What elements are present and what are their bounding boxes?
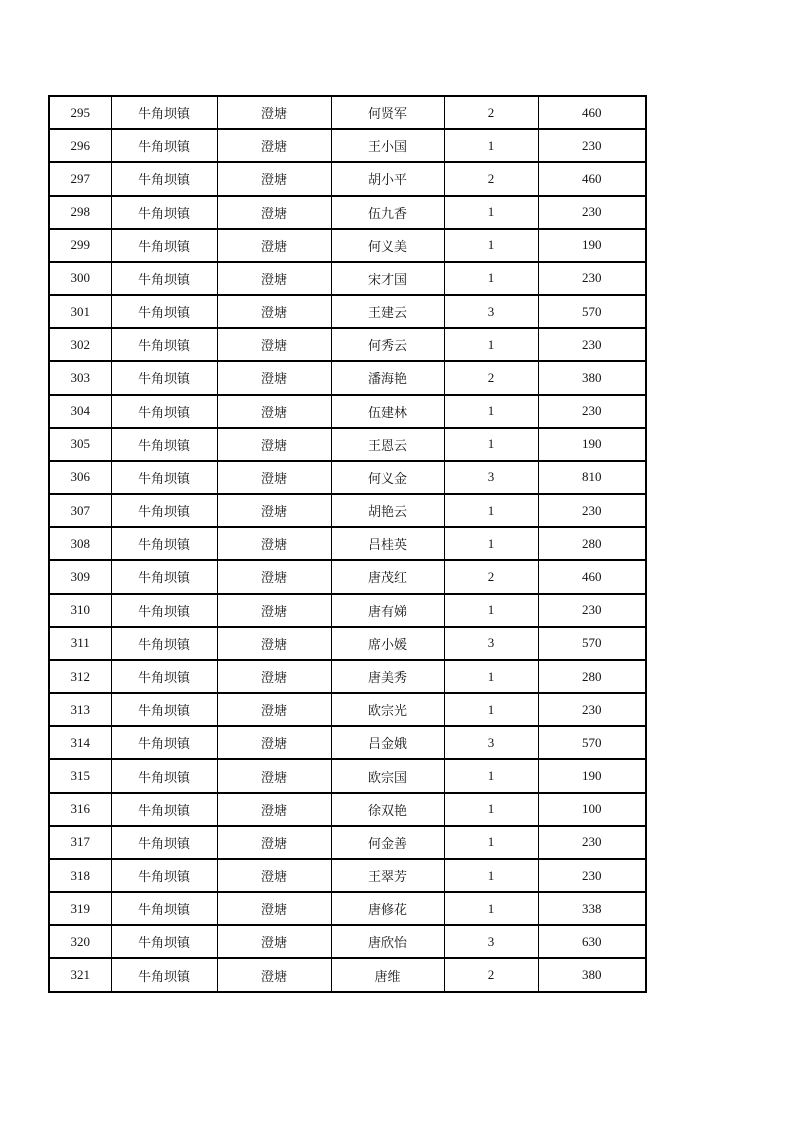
cell-village: 澄塘 — [217, 461, 331, 494]
cell-row-number: 300 — [49, 262, 111, 295]
cell-village: 澄塘 — [217, 660, 331, 693]
table-row — [49, 560, 646, 593]
table-row — [49, 859, 646, 892]
cell-row-number: 299 — [49, 229, 111, 262]
table-row — [49, 162, 646, 195]
cell-village: 澄塘 — [217, 262, 331, 295]
cell-amount: 230 — [538, 693, 646, 726]
cell-row-number: 308 — [49, 527, 111, 560]
cell-row-number: 319 — [49, 892, 111, 925]
cell-person-count: 1 — [444, 693, 538, 726]
cell-town: 牛角坝镇 — [111, 793, 217, 826]
cell-amount: 190 — [538, 759, 646, 792]
cell-name: 伍建林 — [331, 395, 444, 428]
cell-village: 澄塘 — [217, 328, 331, 361]
cell-name: 伍九香 — [331, 196, 444, 229]
cell-village: 澄塘 — [217, 925, 331, 958]
cell-town: 牛角坝镇 — [111, 229, 217, 262]
cell-row-number: 318 — [49, 859, 111, 892]
cell-amount: 460 — [538, 96, 646, 129]
cell-town: 牛角坝镇 — [111, 527, 217, 560]
cell-amount: 460 — [538, 162, 646, 195]
cell-row-number: 304 — [49, 395, 111, 428]
cell-amount: 230 — [538, 594, 646, 627]
cell-person-count: 1 — [444, 759, 538, 792]
cell-town: 牛角坝镇 — [111, 958, 217, 992]
table-row — [49, 494, 646, 527]
cell-row-number: 301 — [49, 295, 111, 328]
cell-person-count: 1 — [444, 826, 538, 859]
cell-person-count: 1 — [444, 594, 538, 627]
cell-row-number: 295 — [49, 96, 111, 129]
cell-name: 吕金娥 — [331, 726, 444, 759]
cell-row-number: 311 — [49, 627, 111, 660]
table-row — [49, 958, 646, 992]
table-row — [49, 693, 646, 726]
cell-town: 牛角坝镇 — [111, 428, 217, 461]
cell-amount: 810 — [538, 461, 646, 494]
cell-town: 牛角坝镇 — [111, 892, 217, 925]
cell-person-count: 1 — [444, 660, 538, 693]
cell-village: 澄塘 — [217, 859, 331, 892]
cell-village: 澄塘 — [217, 395, 331, 428]
cell-name: 席小媛 — [331, 627, 444, 660]
cell-name: 王小国 — [331, 129, 444, 162]
cell-amount: 380 — [538, 361, 646, 394]
cell-name: 王建云 — [331, 295, 444, 328]
cell-person-count: 3 — [444, 726, 538, 759]
table-row — [49, 660, 646, 693]
cell-amount: 570 — [538, 726, 646, 759]
table-row — [49, 925, 646, 958]
cell-person-count: 2 — [444, 958, 538, 992]
cell-name: 唐茂红 — [331, 560, 444, 593]
cell-town: 牛角坝镇 — [111, 859, 217, 892]
cell-town: 牛角坝镇 — [111, 162, 217, 195]
cell-row-number: 313 — [49, 693, 111, 726]
cell-name: 王翠芳 — [331, 859, 444, 892]
cell-town: 牛角坝镇 — [111, 826, 217, 859]
cell-name: 胡艳云 — [331, 494, 444, 527]
cell-row-number: 305 — [49, 428, 111, 461]
cell-person-count: 1 — [444, 859, 538, 892]
cell-person-count: 1 — [444, 395, 538, 428]
roster-table — [48, 95, 647, 993]
cell-town: 牛角坝镇 — [111, 627, 217, 660]
cell-name: 唐修花 — [331, 892, 444, 925]
cell-village: 澄塘 — [217, 826, 331, 859]
cell-name: 唐美秀 — [331, 660, 444, 693]
cell-amount: 230 — [538, 129, 646, 162]
cell-village: 澄塘 — [217, 759, 331, 792]
cell-row-number: 312 — [49, 660, 111, 693]
cell-amount: 230 — [538, 196, 646, 229]
table-row — [49, 196, 646, 229]
table-row — [49, 295, 646, 328]
cell-town: 牛角坝镇 — [111, 361, 217, 394]
cell-village: 澄塘 — [217, 527, 331, 560]
cell-name: 宋才国 — [331, 262, 444, 295]
cell-row-number: 307 — [49, 494, 111, 527]
cell-town: 牛角坝镇 — [111, 129, 217, 162]
table-row — [49, 328, 646, 361]
cell-person-count: 2 — [444, 96, 538, 129]
table-row — [49, 892, 646, 925]
table-row — [49, 726, 646, 759]
cell-name: 潘海艳 — [331, 361, 444, 394]
cell-person-count: 1 — [444, 328, 538, 361]
cell-name: 何秀云 — [331, 328, 444, 361]
cell-village: 澄塘 — [217, 129, 331, 162]
cell-row-number: 302 — [49, 328, 111, 361]
cell-row-number: 320 — [49, 925, 111, 958]
cell-person-count: 1 — [444, 527, 538, 560]
cell-town: 牛角坝镇 — [111, 693, 217, 726]
cell-amount: 460 — [538, 560, 646, 593]
cell-town: 牛角坝镇 — [111, 660, 217, 693]
cell-village: 澄塘 — [217, 295, 331, 328]
cell-row-number: 317 — [49, 826, 111, 859]
cell-amount: 100 — [538, 793, 646, 826]
cell-amount: 570 — [538, 627, 646, 660]
table-row — [49, 826, 646, 859]
cell-town: 牛角坝镇 — [111, 328, 217, 361]
cell-person-count: 2 — [444, 361, 538, 394]
table-row — [49, 428, 646, 461]
cell-amount: 230 — [538, 494, 646, 527]
cell-person-count: 2 — [444, 162, 538, 195]
cell-row-number: 309 — [49, 560, 111, 593]
cell-row-number: 298 — [49, 196, 111, 229]
cell-town: 牛角坝镇 — [111, 726, 217, 759]
cell-row-number: 306 — [49, 461, 111, 494]
table-row — [49, 627, 646, 660]
cell-amount: 190 — [538, 229, 646, 262]
cell-row-number: 297 — [49, 162, 111, 195]
cell-row-number: 296 — [49, 129, 111, 162]
cell-name: 何义金 — [331, 461, 444, 494]
table-row — [49, 262, 646, 295]
cell-person-count: 3 — [444, 627, 538, 660]
roster-table-body — [49, 96, 646, 992]
cell-town: 牛角坝镇 — [111, 494, 217, 527]
cell-town: 牛角坝镇 — [111, 96, 217, 129]
table-row — [49, 793, 646, 826]
cell-name: 唐欣怡 — [331, 925, 444, 958]
cell-row-number: 321 — [49, 958, 111, 992]
cell-village: 澄塘 — [217, 96, 331, 129]
cell-village: 澄塘 — [217, 196, 331, 229]
cell-village: 澄塘 — [217, 627, 331, 660]
table-row — [49, 129, 646, 162]
cell-amount: 230 — [538, 826, 646, 859]
cell-name: 唐维 — [331, 958, 444, 992]
cell-village: 澄塘 — [217, 162, 331, 195]
cell-name: 徐双艳 — [331, 793, 444, 826]
table-row — [49, 229, 646, 262]
cell-row-number: 316 — [49, 793, 111, 826]
cell-amount: 230 — [538, 395, 646, 428]
cell-person-count: 1 — [444, 892, 538, 925]
cell-name: 唐有娣 — [331, 594, 444, 627]
cell-amount: 630 — [538, 925, 646, 958]
cell-row-number: 310 — [49, 594, 111, 627]
cell-village: 澄塘 — [217, 892, 331, 925]
cell-row-number: 315 — [49, 759, 111, 792]
cell-row-number: 314 — [49, 726, 111, 759]
cell-amount: 280 — [538, 527, 646, 560]
cell-village: 澄塘 — [217, 726, 331, 759]
table-row — [49, 461, 646, 494]
cell-village: 澄塘 — [217, 793, 331, 826]
cell-village: 澄塘 — [217, 693, 331, 726]
cell-name: 吕桂英 — [331, 527, 444, 560]
cell-amount: 280 — [538, 660, 646, 693]
cell-name: 欧宗光 — [331, 693, 444, 726]
cell-village: 澄塘 — [217, 958, 331, 992]
cell-amount: 230 — [538, 328, 646, 361]
table-row — [49, 759, 646, 792]
cell-person-count: 1 — [444, 129, 538, 162]
cell-amount: 380 — [538, 958, 646, 992]
cell-town: 牛角坝镇 — [111, 925, 217, 958]
cell-amount: 190 — [538, 428, 646, 461]
cell-amount: 230 — [538, 262, 646, 295]
cell-person-count: 3 — [444, 461, 538, 494]
cell-person-count: 3 — [444, 925, 538, 958]
cell-person-count: 1 — [444, 428, 538, 461]
cell-village: 澄塘 — [217, 229, 331, 262]
cell-village: 澄塘 — [217, 428, 331, 461]
cell-town: 牛角坝镇 — [111, 560, 217, 593]
cell-name: 何义美 — [331, 229, 444, 262]
table-row — [49, 594, 646, 627]
table-row — [49, 96, 646, 129]
cell-person-count: 3 — [444, 295, 538, 328]
cell-town: 牛角坝镇 — [111, 262, 217, 295]
cell-name: 欧宗国 — [331, 759, 444, 792]
cell-town: 牛角坝镇 — [111, 196, 217, 229]
cell-amount: 338 — [538, 892, 646, 925]
cell-person-count: 1 — [444, 196, 538, 229]
cell-person-count: 1 — [444, 793, 538, 826]
cell-town: 牛角坝镇 — [111, 295, 217, 328]
cell-name: 王恩云 — [331, 428, 444, 461]
cell-person-count: 1 — [444, 229, 538, 262]
cell-village: 澄塘 — [217, 594, 331, 627]
cell-name: 胡小平 — [331, 162, 444, 195]
cell-person-count: 1 — [444, 494, 538, 527]
cell-village: 澄塘 — [217, 560, 331, 593]
cell-town: 牛角坝镇 — [111, 461, 217, 494]
cell-amount: 230 — [538, 859, 646, 892]
cell-town: 牛角坝镇 — [111, 759, 217, 792]
cell-amount: 570 — [538, 295, 646, 328]
cell-town: 牛角坝镇 — [111, 594, 217, 627]
cell-row-number: 303 — [49, 361, 111, 394]
cell-name: 何金善 — [331, 826, 444, 859]
table-row — [49, 395, 646, 428]
cell-village: 澄塘 — [217, 494, 331, 527]
table-row — [49, 527, 646, 560]
cell-person-count: 1 — [444, 262, 538, 295]
table-row — [49, 361, 646, 394]
cell-name: 何贤军 — [331, 96, 444, 129]
cell-village: 澄塘 — [217, 361, 331, 394]
cell-person-count: 2 — [444, 560, 538, 593]
cell-town: 牛角坝镇 — [111, 395, 217, 428]
